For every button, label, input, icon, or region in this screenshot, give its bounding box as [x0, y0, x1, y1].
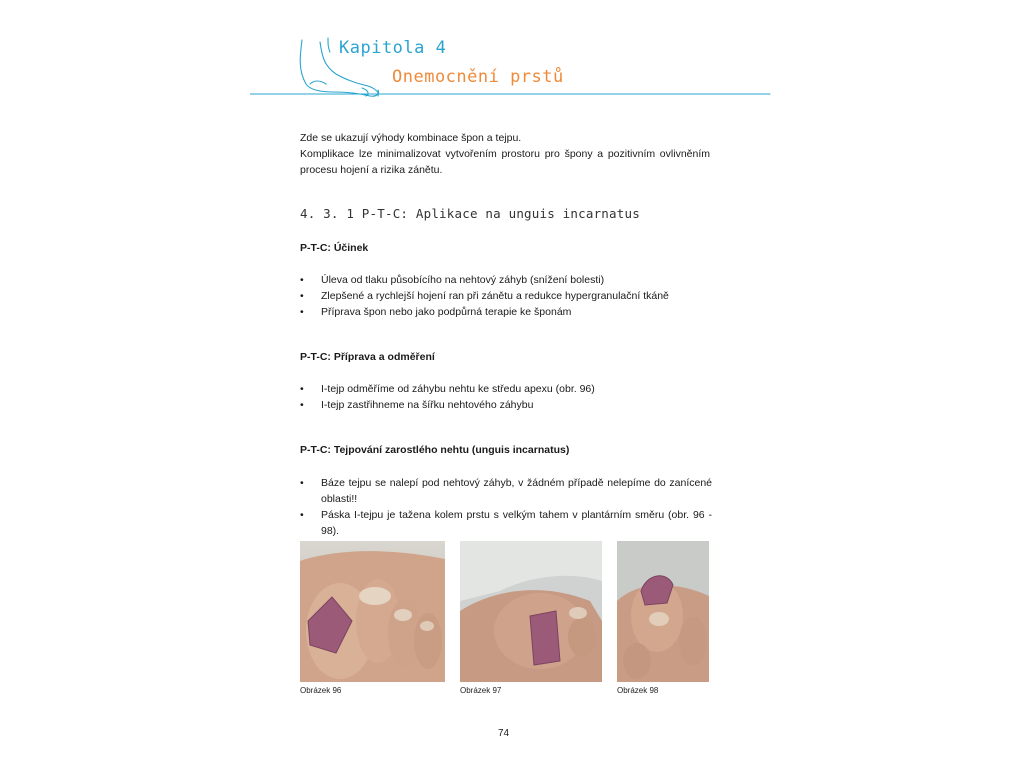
figure-97-photo: [460, 541, 602, 682]
section-heading: 4. 3. 1 P-T-C: Aplikace na unguis incarnatus: [300, 206, 640, 221]
list-item: • Úleva od tlaku působícího na nehtový záhyb (snížení bolesti): [300, 272, 712, 288]
effect-list: [300, 272, 712, 320]
taping-heading: P-T-C: Tejpování zarostlého nehtu (unguis incarnatus): [300, 444, 570, 456]
intro-paragraph: [300, 130, 710, 178]
list-item: • Báze tejpu se nalepí pod nehtový záhyb, v žádném případě nelepíme do zanícené oblasti!!: [300, 475, 712, 507]
chapter-number: Kapitola 4: [339, 38, 447, 58]
chapter-title: Onemocnění prstů: [392, 67, 564, 87]
taping-list: [300, 475, 712, 539]
preparation-list: [300, 381, 712, 413]
list-item: • I-tejp odměříme od záhybu nehtu ke středu apexu (obr. 96): [300, 381, 712, 397]
list-item: • Zlepšené a rychlejší hojení ran při zánětu a redukce hypergranulační tkáně: [300, 288, 712, 304]
preparation-heading: P-T-C: Příprava a odměření: [300, 351, 435, 363]
page-number: 74: [498, 728, 510, 739]
figure-caption: Obrázek 97: [460, 686, 502, 695]
figure-caption: Obrázek 98: [617, 686, 659, 695]
list-item: • Příprava špon nebo jako podpůrná terapie ke šponám: [300, 304, 712, 320]
figure-98-photo: [617, 541, 709, 682]
figure-caption: Obrázek 96: [300, 686, 342, 695]
intro-line: Zde se ukazují výhody kombinace špon a tejpu.: [300, 132, 522, 144]
intro-line: Komplikace lze minimalizovat vytvořením prostoru pro špony a pozitivním ovlivněním procesu hojení a rizika zánětu.: [300, 148, 710, 176]
list-item: • Páska I-tejpu je tažena kolem prstu s velkým tahem v plantárním směru (obr. 96 - 98).: [300, 507, 712, 539]
list-item: • I-tejp zastřihneme na šířku nehtového záhybu: [300, 397, 712, 413]
effect-heading: P-T-C: Účinek: [300, 242, 369, 254]
figure-96-photo: [300, 541, 445, 682]
